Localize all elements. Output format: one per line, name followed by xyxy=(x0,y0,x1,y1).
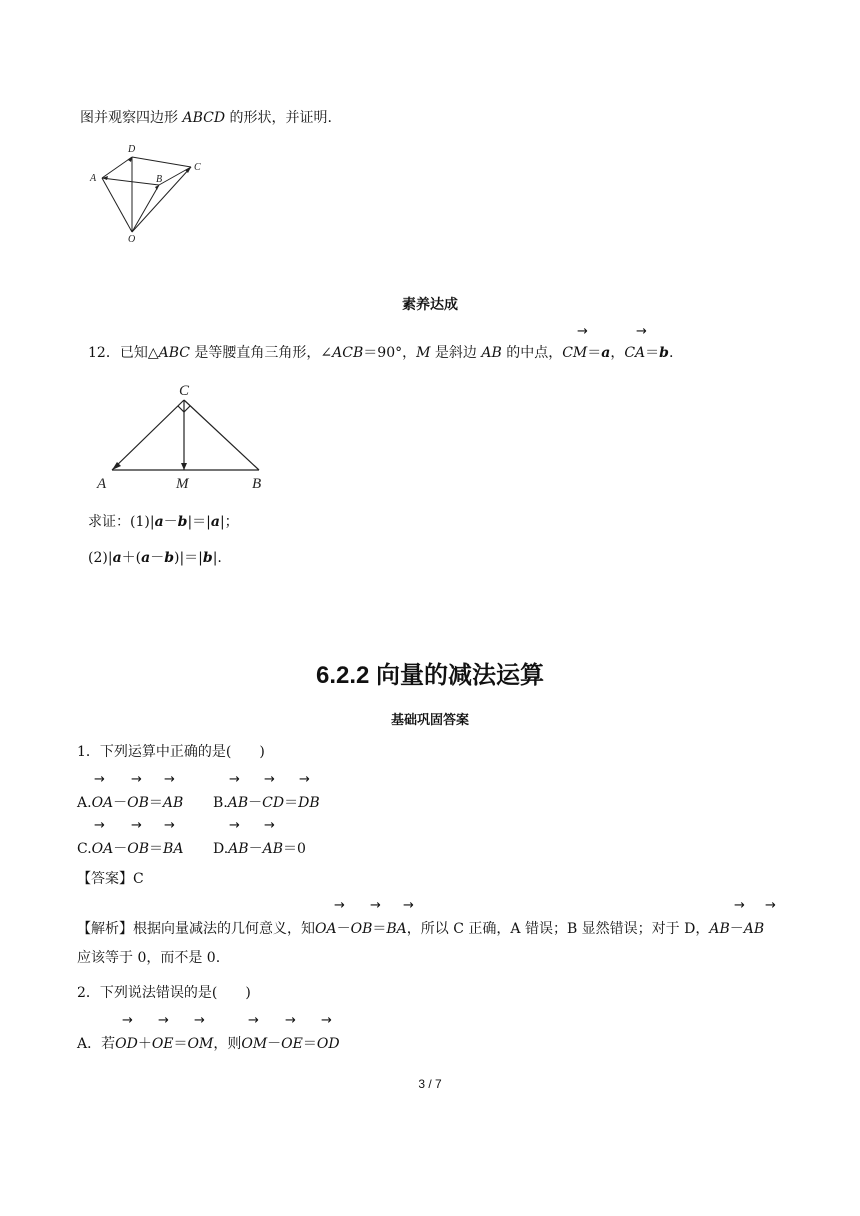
text-segment: ， xyxy=(610,345,625,361)
operator: － xyxy=(729,921,744,937)
quadrilateral-name: ABCD xyxy=(182,110,226,126)
vector-arrow: → xyxy=(577,324,588,339)
text-segment: 是斜边 xyxy=(430,345,482,361)
arrowhead-M xyxy=(181,463,187,470)
label-O: O xyxy=(128,234,136,245)
text-segment: |＝| xyxy=(187,514,211,530)
vector-name: OM xyxy=(241,1036,268,1052)
vector-name: AB xyxy=(162,795,184,811)
vector-name: BA xyxy=(386,921,407,937)
vector-name: OB xyxy=(127,841,150,857)
vector-arrow: → xyxy=(131,818,142,833)
vector-symbol: b xyxy=(177,514,188,530)
q1-option-d xyxy=(213,840,306,858)
vector-name: OE xyxy=(151,1036,174,1052)
vector-name: BA xyxy=(163,841,184,857)
operator: － xyxy=(248,841,263,857)
option-label: B. xyxy=(213,795,228,811)
vector-name: OA xyxy=(91,841,114,857)
vector-name: CM xyxy=(562,345,588,361)
segment-AB xyxy=(102,178,159,185)
vector-name: OE xyxy=(281,1036,303,1052)
text-segment: 求证：(1)| xyxy=(88,514,155,530)
vector-arrow: → xyxy=(403,898,414,913)
vector-arrow: → xyxy=(229,772,240,787)
vector-arrow: → xyxy=(334,898,345,913)
label-C: C xyxy=(179,383,190,399)
vector-name: AB xyxy=(228,841,249,857)
vector-arrow: → xyxy=(194,1013,205,1028)
problem-12-text xyxy=(88,344,673,362)
vector-arrow: → xyxy=(636,324,647,339)
segment-OA xyxy=(102,178,132,232)
vector-arrow: → xyxy=(248,1013,259,1028)
segment-DC xyxy=(132,157,191,167)
vector-arrow: → xyxy=(94,818,105,833)
operator: － xyxy=(336,921,351,937)
operator: － xyxy=(113,841,128,857)
triangle-name: ABC xyxy=(158,345,190,361)
operator: － xyxy=(248,795,263,811)
option-label: C. xyxy=(77,841,92,857)
vector-name: CD xyxy=(262,795,285,811)
segment-name: AB xyxy=(481,345,502,361)
option-label: D. xyxy=(213,841,229,857)
text-segment: ＝ xyxy=(645,345,660,361)
vector-name: DB xyxy=(298,795,320,811)
analysis-label: 【解析】 xyxy=(77,921,133,937)
operator: ＋ xyxy=(137,1036,152,1052)
vector-arrow: → xyxy=(94,772,105,787)
vector-name: OM xyxy=(187,1036,214,1052)
q1-analysis-line2: 应该等于 0，而不是 0. xyxy=(77,950,221,966)
text-segment: )|＝| xyxy=(173,550,203,566)
vector-arrow: → xyxy=(122,1013,133,1028)
vector-symbol: a xyxy=(210,514,220,530)
vector-symbol: b xyxy=(164,550,174,566)
quadrilateral-figure xyxy=(82,140,212,250)
label-A: A xyxy=(97,476,107,492)
operator: ＝ xyxy=(149,841,164,857)
problem-11-text xyxy=(80,109,332,127)
vector-arrow: → xyxy=(370,898,381,913)
q1-answer: 【答案】C xyxy=(77,871,144,887)
vector-arrow: → xyxy=(734,898,745,913)
text-segment: 12．已知△ xyxy=(88,345,159,361)
vector-arrow: → xyxy=(264,772,275,787)
side-CB xyxy=(184,400,259,470)
text-segment: |； xyxy=(219,514,239,530)
section-heading: 素养达成 xyxy=(402,296,458,312)
text-segment: ＝90°， xyxy=(363,345,417,361)
vector-arrow: → xyxy=(164,818,175,833)
q1-option-c xyxy=(77,840,183,858)
vector-name: OD xyxy=(115,1036,138,1052)
text-segment: 的形状，并证明. xyxy=(225,110,332,126)
text-segment: ，则 xyxy=(213,1036,242,1052)
label-C: C xyxy=(194,162,201,173)
vector-name: AB xyxy=(709,921,730,937)
segment-AD xyxy=(102,157,132,178)
text-segment: . xyxy=(668,345,674,361)
q2-option-a xyxy=(77,1035,340,1053)
triangle-figure xyxy=(94,378,274,493)
vector-name: AB xyxy=(262,841,283,857)
vector-name: OB xyxy=(350,921,373,937)
vector-name: OA xyxy=(91,795,114,811)
chapter-subtitle: 基础巩固答案 xyxy=(390,712,469,727)
vector-arrow: → xyxy=(765,898,776,913)
vector-arrow: → xyxy=(164,772,175,787)
text-segment: (2)| xyxy=(88,550,113,566)
operator: ＝ xyxy=(173,1036,188,1052)
vector-symbol: a xyxy=(112,550,122,566)
text-segment: |. xyxy=(212,550,222,566)
q1-analysis xyxy=(77,920,764,938)
label-M: M xyxy=(176,476,189,492)
text-segment: ，所以 C 正确，A 错误；B 显然错误；对于 D， xyxy=(406,921,710,937)
vector-name: OB xyxy=(127,795,149,811)
point-name: M xyxy=(416,345,431,361)
operator: ＝ xyxy=(302,1036,317,1052)
text-segment: ＋( xyxy=(121,550,142,566)
text-segment: 图并观察四边形 xyxy=(80,110,183,126)
operator: ＝ xyxy=(372,921,387,937)
vector-arrow: → xyxy=(158,1013,169,1028)
vector-symbol: b xyxy=(659,345,669,361)
text-segment: ＝ xyxy=(587,345,602,361)
proof-line-2 xyxy=(88,549,222,567)
vector-symbol: a xyxy=(154,514,164,530)
vector-arrow: → xyxy=(131,772,142,787)
q2-stem: 2．下列说法错误的是( ) xyxy=(77,985,251,1001)
angle-name: ACB xyxy=(332,345,364,361)
q1-option-b xyxy=(213,794,320,812)
operator: － xyxy=(267,1036,282,1052)
vector-name: CA xyxy=(624,345,646,361)
vector-symbol: a xyxy=(141,550,151,566)
vector-arrow: → xyxy=(229,818,240,833)
vector-CA xyxy=(112,400,184,470)
option-label: A. xyxy=(77,795,92,811)
operator: ＝ xyxy=(284,795,299,811)
label-B: B xyxy=(156,174,163,185)
label-A: A xyxy=(90,173,97,184)
segment-OB xyxy=(132,185,159,232)
chapter-title: 6.2.2 向量的减法运算 xyxy=(315,662,545,689)
vector-arrow: → xyxy=(285,1013,296,1028)
proof-line-1 xyxy=(88,513,239,531)
text-segment: 是等腰直角三角形，∠ xyxy=(189,345,333,361)
text-segment: 的中点， xyxy=(501,345,563,361)
vector-arrow: → xyxy=(321,1013,332,1028)
text-segment: － xyxy=(163,514,178,530)
vector-arrow: → xyxy=(264,818,275,833)
vector-name: OA xyxy=(315,921,337,937)
text-segment: 根据向量减法的几何意义，知 xyxy=(133,921,315,937)
option-label: A．若 xyxy=(77,1036,116,1052)
operator: ＝ xyxy=(148,795,163,811)
q1-option-a xyxy=(77,794,183,812)
label-D: D xyxy=(128,144,136,155)
label-B: B xyxy=(252,476,262,492)
page-number: 3 / 7 xyxy=(418,1077,442,1091)
arrowhead-B xyxy=(155,185,159,190)
vector-symbol: b xyxy=(202,550,213,566)
vector-name: AB xyxy=(227,795,249,811)
vector-symbol: a xyxy=(601,345,611,361)
vector-name: AB xyxy=(743,921,765,937)
text-segment: － xyxy=(150,550,165,566)
vector-arrow: → xyxy=(299,772,310,787)
operator: － xyxy=(113,795,128,811)
q1-stem: 1．下列运算中正确的是( ) xyxy=(77,744,265,760)
vector-name: OD xyxy=(316,1036,340,1052)
operator: ＝0 xyxy=(283,841,306,857)
